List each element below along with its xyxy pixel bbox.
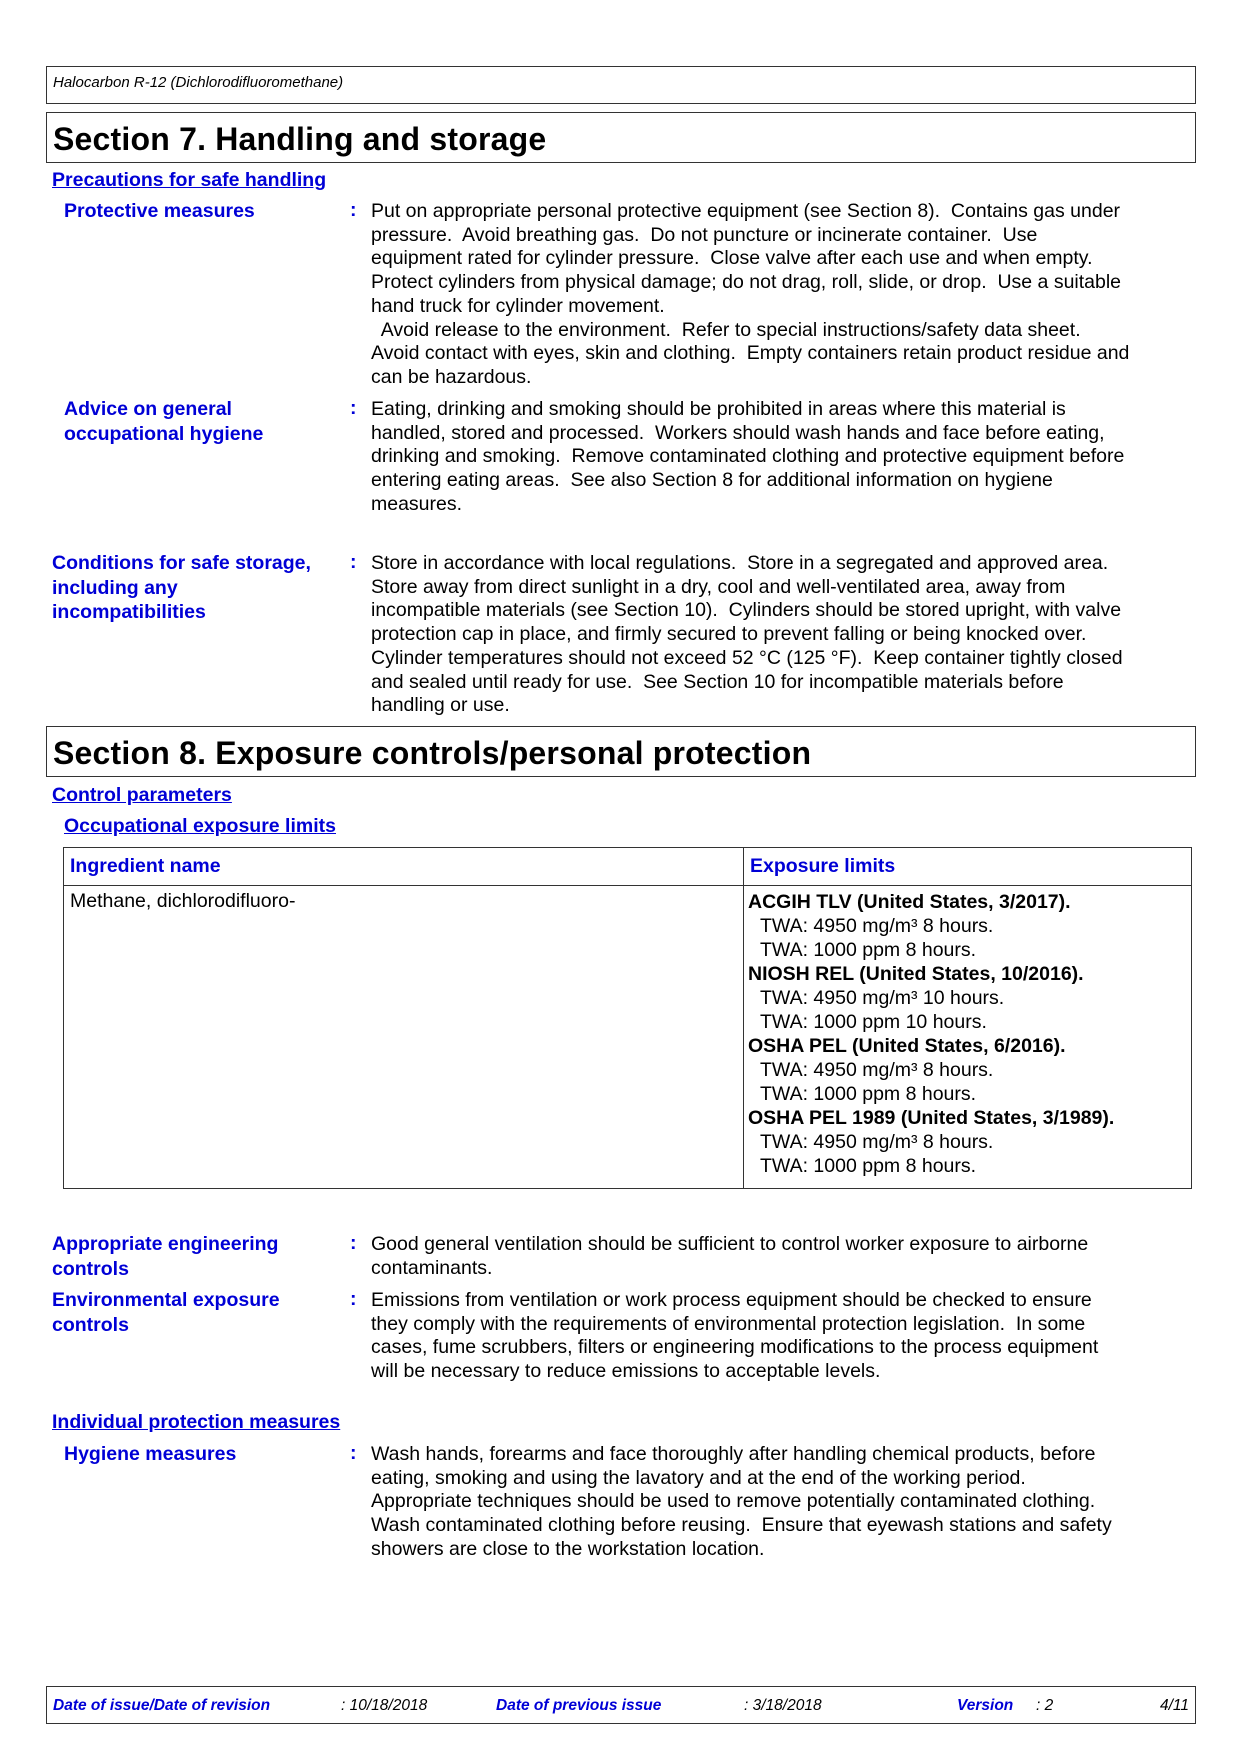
control-parameters-heading-link[interactable]: Control parameters bbox=[52, 784, 232, 806]
limit-value: TWA: 4950 mg/m³ 10 hours. bbox=[760, 987, 1005, 1009]
text-line: drinking and smoking. Remove contaminated clothing and protective equipment before bbox=[371, 445, 1125, 468]
text-line: Appropriate techniques should be used to remove potentially contaminated clothing. bbox=[371, 1490, 1096, 1513]
oel-heading-link[interactable]: Occupational exposure limits bbox=[64, 815, 336, 837]
general-hygiene-label bbox=[64, 397, 263, 446]
text-line: Avoid contact with eyes, skin and clothing. Empty containers retain product residue and bbox=[371, 342, 1130, 365]
colon-separator: : bbox=[350, 1442, 357, 1464]
issue-date-value: : 10/18/2018 bbox=[341, 1697, 428, 1714]
environmental-controls-text bbox=[371, 1289, 1098, 1384]
hygiene-measures-text bbox=[371, 1443, 1112, 1562]
page-number: 4/11 bbox=[1159, 1697, 1189, 1714]
colon-separator: : bbox=[350, 397, 357, 419]
text-line: contaminants. bbox=[371, 1256, 493, 1279]
issue-date-label: Date of issue/Date of revision bbox=[53, 1697, 271, 1714]
limit-value: TWA: 1000 ppm 8 hours. bbox=[760, 939, 977, 961]
colon-separator: : bbox=[350, 1232, 357, 1254]
protective-measures-label: Protective measures bbox=[64, 200, 255, 222]
section-7-header bbox=[46, 112, 1196, 163]
colon-separator: : bbox=[350, 199, 357, 221]
colon-separator: : bbox=[350, 551, 357, 573]
label-line: incompatibilities bbox=[52, 601, 206, 623]
text-line: Emissions from ventilation or work process equipment should be checked to ensure bbox=[371, 1289, 1092, 1311]
version-value: : 2 bbox=[1036, 1697, 1054, 1714]
label-line: including any bbox=[52, 576, 178, 599]
text-line: cases, fume scrubbers, filters or engineering modifications to the process equipment bbox=[371, 1336, 1099, 1359]
text-line: Store away from direct sunlight in a dry, cool and well-ventilated area, away from bbox=[371, 575, 1066, 598]
column-header-ingredient: Ingredient name bbox=[64, 848, 744, 886]
label-line: Environmental exposure bbox=[52, 1289, 280, 1311]
text-line: handling or use. bbox=[371, 694, 510, 717]
exposure-limits-table bbox=[63, 847, 1192, 1189]
text-line: Good general ventilation should be sufficient to control worker exposure to airborne bbox=[371, 1233, 1089, 1255]
limit-source: OSHA PEL (United States, 6/2016). bbox=[748, 1035, 1066, 1057]
table-row bbox=[64, 886, 1192, 1189]
section-8-header bbox=[46, 726, 1196, 777]
version-label: Version bbox=[957, 1697, 1014, 1714]
precautions-heading-link[interactable]: Precautions for safe handling bbox=[52, 169, 327, 191]
label-line: Appropriate engineering bbox=[52, 1233, 279, 1255]
limit-value: TWA: 4950 mg/m³ 8 hours. bbox=[760, 1131, 994, 1153]
text-line: measures. bbox=[371, 492, 463, 515]
table-header-row bbox=[64, 848, 1192, 886]
label-line: Advice on general bbox=[64, 398, 232, 420]
limit-value: TWA: 1000 ppm 10 hours. bbox=[760, 1011, 987, 1033]
column-header-exposure-limits: Exposure limits bbox=[744, 848, 1192, 886]
limit-value: TWA: 4950 mg/m³ 8 hours. bbox=[760, 915, 994, 937]
ingredient-cell: Methane, dichlorodifluoro- bbox=[64, 886, 744, 1189]
text-line: handled, stored and processed. Workers should wash hands and face before eating, bbox=[371, 421, 1105, 444]
text-line: they comply with the requirements of environmental protection legislation. In some bbox=[371, 1312, 1086, 1335]
text-line: will be necessary to reduce emissions to acceptable levels. bbox=[371, 1360, 881, 1383]
limit-source: OSHA PEL 1989 (United States, 3/1989). bbox=[748, 1107, 1115, 1129]
text-line: incompatible materials (see Section 10). Cylinders should be stored upright, with valve bbox=[371, 599, 1122, 622]
section-7-title: Section 7. Handling and storage bbox=[53, 121, 547, 157]
text-line: Put on appropriate personal protective equipment (see Section 8). Contains gas under bbox=[371, 200, 1121, 222]
label-line: controls bbox=[52, 1313, 129, 1336]
individual-protection-heading-link[interactable]: Individual protection measures bbox=[52, 1411, 341, 1433]
previous-issue-label: Date of previous issue bbox=[496, 1697, 662, 1714]
text-line: pressure. Avoid breathing gas. Do not puncture or incinerate container. Use bbox=[371, 223, 1038, 246]
text-line: protection cap in place, and firmly secured to prevent falling or being knocked over. bbox=[371, 623, 1087, 646]
previous-issue-value: : 3/18/2018 bbox=[744, 1697, 822, 1714]
text-line: and sealed until ready for use. See Section 10 for incompatible materials before bbox=[371, 670, 1064, 693]
environmental-controls-label bbox=[52, 1288, 280, 1337]
page-footer bbox=[46, 1686, 1196, 1724]
text-line: Avoid release to the environment. Refer to special instructions/safety data sheet. bbox=[371, 318, 1081, 341]
label-line: occupational hygiene bbox=[64, 422, 264, 445]
limit-value: TWA: 4950 mg/m³ 8 hours. bbox=[760, 1059, 994, 1081]
limit-value: TWA: 1000 ppm 8 hours. bbox=[760, 1155, 977, 1177]
hygiene-measures-label: Hygiene measures bbox=[64, 1443, 237, 1465]
text-line: hand truck for cylinder movement. bbox=[371, 294, 665, 317]
section-8-title: Section 8. Exposure controls/personal protection bbox=[53, 735, 812, 771]
exposure-limits-cell bbox=[744, 886, 1192, 1189]
text-line: eating, smoking and using the lavatory and at the end of the working period. bbox=[371, 1466, 1026, 1489]
limit-source: ACGIH TLV (United States, 3/2017). bbox=[748, 891, 1071, 913]
label-line: controls bbox=[52, 1257, 129, 1280]
engineering-controls-text bbox=[371, 1233, 1088, 1280]
text-line: Protect cylinders from physical damage; do not drag, roll, slide, or drop. Use a suitable bbox=[371, 271, 1122, 294]
product-name: Halocarbon R-12 (Dichlorodifluoromethane) bbox=[53, 74, 344, 91]
text-line: Wash hands, forearms and face thoroughly after handling chemical products, before bbox=[371, 1443, 1096, 1465]
text-line: showers are close to the workstation location. bbox=[371, 1537, 765, 1560]
text-line: Wash contaminated clothing before reusing. Ensure that eyewash stations and safety bbox=[371, 1514, 1112, 1537]
general-hygiene-text bbox=[371, 398, 1124, 517]
colon-separator: : bbox=[350, 1288, 357, 1310]
safe-storage-label bbox=[52, 551, 311, 625]
text-line: entering eating areas. See also Section 8 for additional information on hygiene bbox=[371, 469, 1053, 492]
text-line: can be hazardous. bbox=[371, 365, 532, 388]
engineering-controls-label bbox=[52, 1232, 278, 1281]
text-line: Store in accordance with local regulations. Store in a segregated and approved area. bbox=[371, 552, 1109, 574]
product-header bbox=[46, 66, 1196, 104]
text-line: Cylinder temperatures should not exceed 52 °C (125 °F). Keep container tightly closed bbox=[371, 646, 1123, 669]
text-line: Eating, drinking and smoking should be prohibited in areas where this material is bbox=[371, 398, 1066, 420]
limit-source: NIOSH REL (United States, 10/2016). bbox=[748, 963, 1084, 985]
safe-storage-text bbox=[371, 552, 1123, 718]
label-line: Conditions for safe storage, bbox=[52, 552, 311, 574]
protective-measures-text bbox=[371, 200, 1129, 390]
text-line: equipment rated for cylinder pressure. Close valve after each use and when empty. bbox=[371, 247, 1093, 270]
limit-value: TWA: 1000 ppm 8 hours. bbox=[760, 1083, 977, 1105]
